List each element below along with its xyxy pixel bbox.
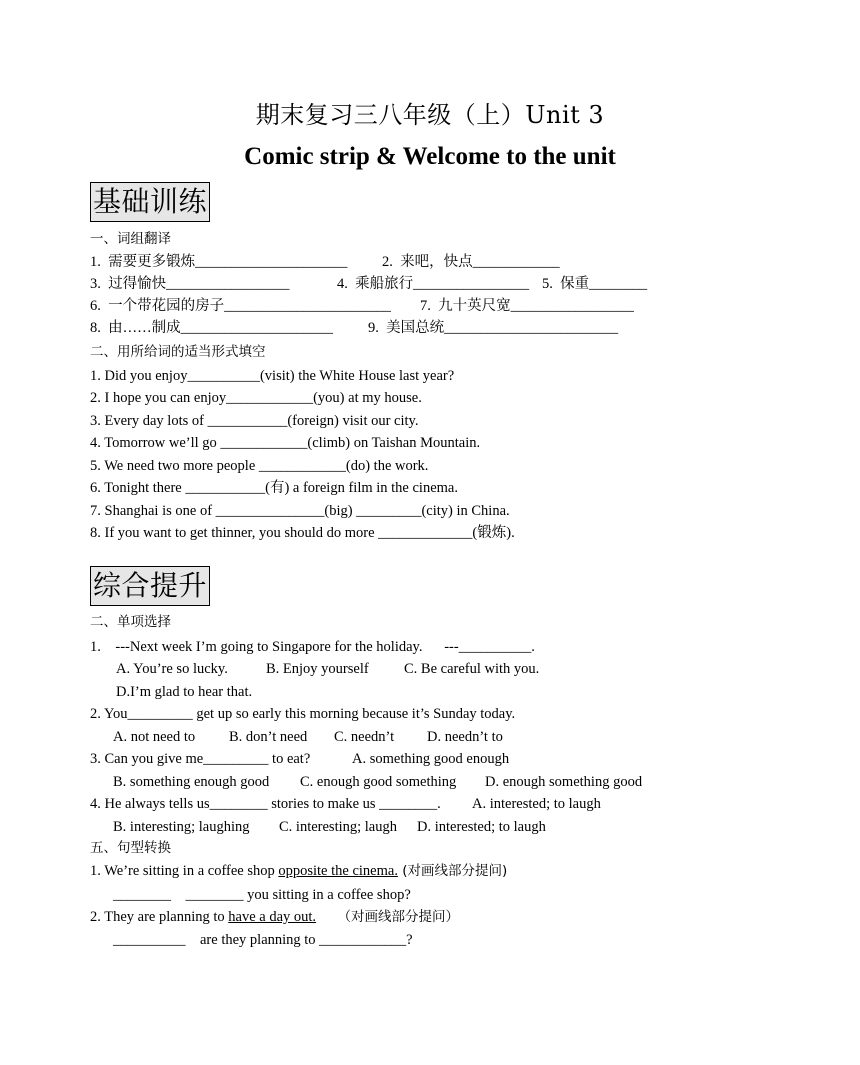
mc-q4-option-d: D. interested; to laugh bbox=[417, 819, 546, 835]
fill-item-7: 7. Shanghai is one of _______________(big) _________(city) in China. bbox=[90, 503, 510, 519]
phrase-item-9: 9. 美国总统________________________ bbox=[368, 320, 619, 336]
mc-q1-option-c: C. Be careful with you. bbox=[404, 661, 540, 677]
part-title-sentence-transformation: 五、句型转换 bbox=[90, 840, 171, 856]
mc-q4-option-b: B. interesting; laughing bbox=[113, 819, 250, 835]
transform-q2-instruction: （对画线部分提问） bbox=[316, 909, 460, 925]
transform-q2-answer: __________ are they planning to ____________? bbox=[113, 932, 413, 948]
mc-q3-option-b: B. something enough good bbox=[113, 774, 270, 790]
mc-question-2: 2. You_________ get up so early this morning because it’s Sunday today. bbox=[90, 706, 516, 722]
fill-item-6: 6. Tonight there ___________(有) a foreign film in the cinema. bbox=[90, 480, 458, 496]
phrase-item-4: 4. 乘船旅行________________ bbox=[337, 276, 530, 292]
fill-item-5: 5. We need two more people ____________(do) the work. bbox=[90, 458, 429, 474]
part-title-phrase-translation: 一、词组翻译 bbox=[90, 231, 171, 247]
transform-q1-instruction: (对画线部分提问) bbox=[397, 863, 508, 879]
part-title-multiple-choice: 二、单项选择 bbox=[90, 614, 171, 630]
fill-item-2: 2. I hope you can enjoy____________(you) at my house. bbox=[90, 390, 422, 406]
transform-question-2 bbox=[90, 908, 459, 926]
mc-q2-option-d: D. needn’t to bbox=[427, 729, 503, 745]
part-title-fill-blanks: 二、用所给词的适当形式填空 bbox=[90, 344, 266, 360]
phrase-item-1: 1. 需要更多锻炼_____________________ bbox=[90, 254, 348, 270]
phrase-item-6: 6. 一个带花园的房子_______________________ bbox=[90, 298, 391, 314]
fill-item-4: 4. Tomorrow we’ll go ____________(climb) on Taishan Mountain. bbox=[90, 435, 481, 451]
transform-q2-text: 2. They are planning to bbox=[90, 909, 229, 925]
mc-question-1: 1. ---Next week I’m going to Singapore for the holiday. ---__________. bbox=[90, 639, 535, 655]
mc-q3-option-d: D. enough something good bbox=[485, 774, 643, 790]
phrase-item-8: 8. 由……制成_____________________ bbox=[90, 320, 333, 336]
mc-q3-option-c: C. enough good something bbox=[300, 774, 457, 790]
mc-q1-option-d: D.I’m glad to hear that. bbox=[116, 684, 253, 700]
fill-item-3: 3. Every day lots of ___________(foreign) visit our city. bbox=[90, 413, 419, 429]
transform-q2-underlined: have a day out. bbox=[228, 909, 317, 925]
transform-q1-text: 1. We’re sitting in a coffee shop bbox=[90, 863, 279, 879]
mc-q2-option-c: C. needn’t bbox=[334, 729, 395, 745]
mc-q3-option-a: A. something good enough bbox=[352, 751, 510, 767]
phrase-item-3: 3. 过得愉快_________________ bbox=[90, 276, 290, 292]
mc-q1-option-b: B. Enjoy yourself bbox=[266, 661, 369, 677]
mc-q2-option-a: A. not need to bbox=[113, 729, 196, 745]
mc-q2-option-b: B. don’t need bbox=[229, 729, 308, 745]
section-header-advanced: 综合提升 bbox=[90, 566, 210, 606]
mc-q1-option-a: A. You’re so lucky. bbox=[116, 661, 228, 677]
phrase-item-2: 2. 来吧，快点____________ bbox=[382, 254, 560, 270]
transform-question-1 bbox=[90, 862, 507, 880]
mc-question-3: 3. Can you give me_________ to eat? bbox=[90, 751, 311, 767]
transform-q1-answer: ________ ________ you sitting in a coffee shop? bbox=[113, 887, 411, 903]
mc-q4-option-c: C. interesting; laugh bbox=[279, 819, 397, 835]
phrase-item-7: 7. 九十英尺宽_________________ bbox=[420, 298, 634, 314]
fill-item-8: 8. If you want to get thinner, you should do more _____________(锻炼). bbox=[90, 525, 515, 541]
page-title: 期末复习三八年级（上）Unit 3 bbox=[255, 101, 605, 129]
phrase-item-5: 5. 保重________ bbox=[542, 276, 648, 292]
mc-question-4: 4. He always tells us________ stories to make us ________. bbox=[90, 796, 441, 812]
section-header-basic: 基础训练 bbox=[90, 182, 210, 222]
transform-q1-underlined: opposite the cinema. bbox=[278, 863, 398, 879]
page-subtitle: Comic strip & Welcome to the unit bbox=[244, 143, 616, 170]
mc-q4-option-a: A. interested; to laugh bbox=[472, 796, 601, 812]
fill-item-1: 1. Did you enjoy__________(visit) the White House last year? bbox=[90, 368, 455, 384]
